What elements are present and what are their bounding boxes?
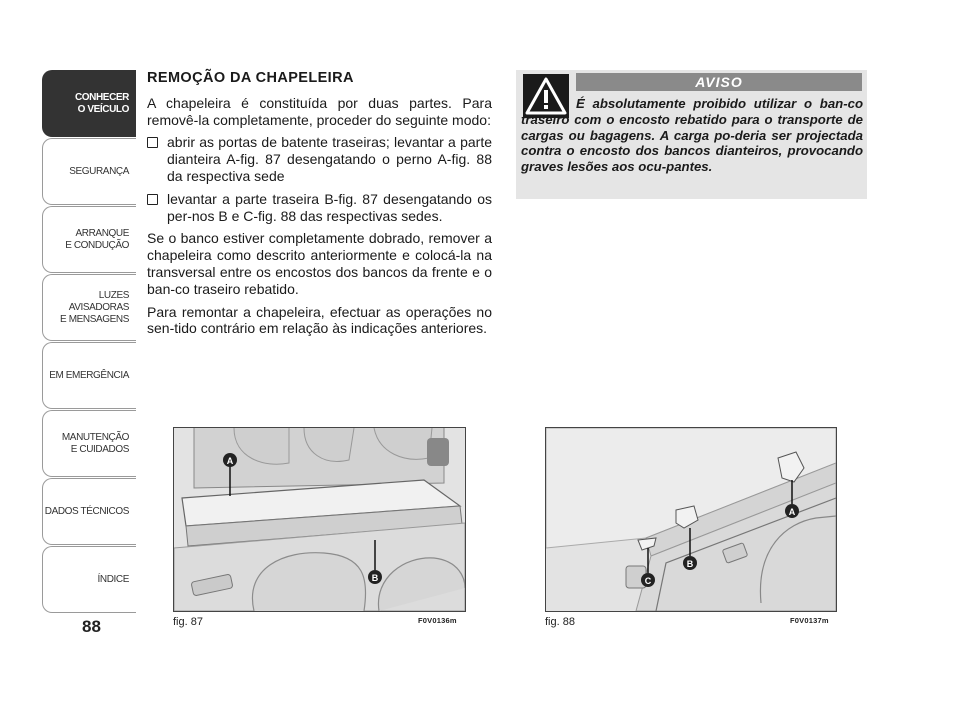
figure-87-code: F0V0136m: [418, 616, 457, 625]
tab-em-emergencia[interactable]: EM EMERGÊNCIA: [42, 342, 136, 409]
cargo-shelf-illustration: [174, 428, 465, 611]
marker-c: C: [644, 576, 652, 586]
marker-a: A: [226, 456, 234, 466]
tab-manutencao-e-cuidados[interactable]: MANUTENÇÃO E CUIDADOS: [42, 410, 136, 477]
bullet-text: levantar a parte traseira B-fig. 87 desengatando os per-nos B e C-fig. 88 das respectivas sedes.: [167, 190, 492, 224]
main-text: [147, 70, 492, 343]
marker-b: B: [686, 559, 694, 569]
tab-luzes-avisadoras[interactable]: LUZES AVISADORAS E MENSAGENS: [42, 274, 136, 341]
page-number: 88: [82, 617, 101, 636]
intro-paragraph: A chapeleira é constituída por duas partes. Para removê-la completamente, proceder do seguinte modo:: [147, 94, 492, 128]
checkbox-bullet-icon: [147, 137, 158, 148]
bullet-item: [147, 134, 492, 184]
tab-conhecer-o-veiculo[interactable]: CONHECER O VEÍCULO: [42, 70, 136, 137]
bullet-item: [147, 191, 492, 225]
warning-text: É absolutamente proibido utilizar o ban-co traseiro com o encosto rebatido para o transporte de cargas ou bagagens. A carga po-deria ser projectada contra o encosto dos bancos dianteiros, provocando graves lesões aos ocu-pantes.: [521, 96, 863, 175]
tab-arranque-e-conducao[interactable]: ARRANQUE E CONDUÇÃO: [42, 206, 136, 273]
bullet-text: abrir as portas de batente traseiras; levantar a parte dianteira A-fig. 87 desengatando o perno A-fig. 88 da respectiva sede: [167, 134, 492, 184]
figure-88-code: F0V0137m: [790, 616, 829, 625]
paragraph: Se o banco estiver completamente dobrado, remover a chapeleira como descrito anteriormente e colocá-la na transversal entre os encostos dos bancos da frente e o ban-co traseiro rebatido.: [147, 230, 492, 297]
figure-88: [545, 427, 837, 612]
paragraph: Para remontar a chapeleira, efectuar as operações no sen-tido contrário em relação às indicações anteriores.: [147, 303, 492, 337]
section-title: REMOÇÃO DA CHAPELEIRA: [147, 70, 354, 86]
figure-87-label: fig. 87: [173, 616, 203, 628]
warning-box: [516, 70, 867, 199]
checkbox-bullet-icon: [147, 194, 158, 205]
cargo-ceiling-illustration: [546, 428, 836, 611]
marker-b: B: [371, 573, 379, 583]
marker-a: A: [788, 507, 796, 517]
chapter-tabs: [42, 70, 136, 614]
warning-heading: AVISO: [576, 73, 862, 91]
tab-seguranca[interactable]: SEGURANÇA: [42, 138, 136, 205]
figure-88-label: fig. 88: [545, 616, 575, 628]
figure-87: [173, 427, 466, 612]
tab-indice[interactable]: ÍNDICE: [42, 546, 136, 613]
tab-dados-tecnicos[interactable]: DADOS TÉCNICOS: [42, 478, 136, 545]
